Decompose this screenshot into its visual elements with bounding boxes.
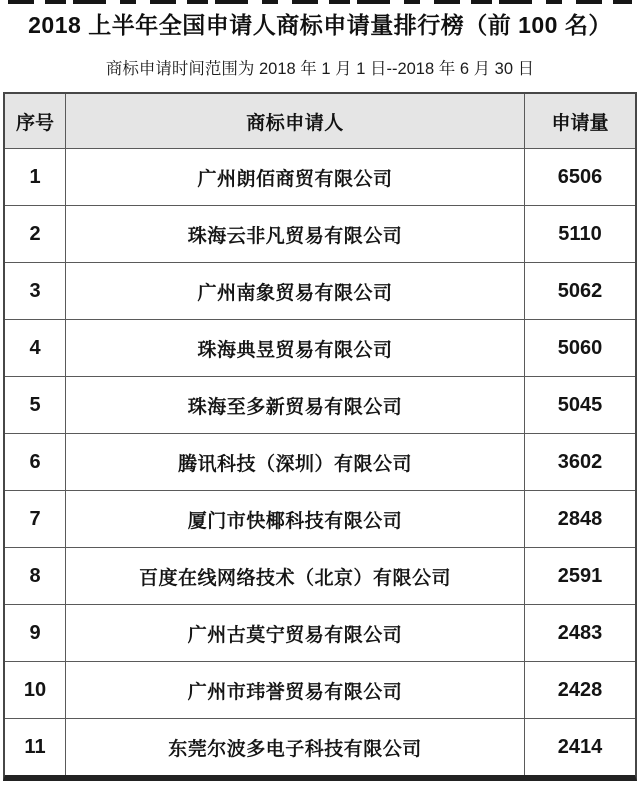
- rank-cell: 10: [5, 662, 66, 718]
- rank-cell: 5: [5, 377, 66, 433]
- table-row: [5, 547, 635, 604]
- rank-cell: 6: [5, 434, 66, 490]
- table-header-row: [5, 94, 635, 148]
- count-cell: 3602: [557, 450, 603, 473]
- table-row: [5, 376, 635, 433]
- rank-cell: 7: [5, 491, 66, 547]
- count-cell: 5110: [558, 222, 602, 245]
- count-cell: 2428: [557, 678, 603, 701]
- applicant-cell: 厦门市快椰科技有限公司: [66, 491, 525, 547]
- count-cell: 5060: [557, 336, 603, 359]
- table-row: [5, 319, 635, 376]
- applicant-cell: 广州朗佰商贸有限公司: [66, 149, 525, 205]
- applicant-cell: 百度在线网络技术（北京）有限公司: [66, 548, 525, 604]
- table-row: [5, 148, 635, 205]
- table-row: [5, 490, 635, 547]
- applicant-cell: 珠海云非凡贸易有限公司: [66, 206, 525, 262]
- rank-cell: 9: [5, 605, 66, 661]
- rank-cell: 1: [5, 149, 66, 205]
- count-cell: 2848: [557, 507, 603, 530]
- count-cell: 6506: [557, 165, 603, 188]
- table-row: [5, 433, 635, 490]
- count-cell: 5062: [557, 279, 603, 302]
- table-row: [5, 604, 635, 661]
- applicant-cell: 广州南象贸易有限公司: [66, 263, 525, 319]
- rank-cell: 11: [5, 719, 66, 775]
- header-rank: 序号: [5, 94, 66, 148]
- count-cell: 2591: [557, 564, 603, 587]
- table-row: [5, 718, 635, 775]
- applicant-cell: 广州古莫宁贸易有限公司: [66, 605, 525, 661]
- table-row: [5, 661, 635, 718]
- applicant-cell: 广州市玮誉贸易有限公司: [66, 662, 525, 718]
- page-title: 2018 上半年全国申请人商标申请量排行榜（前 100 名）: [28, 12, 612, 38]
- applicant-cell: 东莞尔波多电子科技有限公司: [66, 719, 525, 775]
- applicant-cell: 腾讯科技（深圳）有限公司: [66, 434, 525, 490]
- header-applicant: 商标申请人: [66, 94, 525, 148]
- rank-cell: 8: [5, 548, 66, 604]
- cropped-text-remnant: [8, 0, 632, 4]
- count-cell: 5045: [557, 393, 603, 416]
- rank-cell: 4: [5, 320, 66, 376]
- header-count: 申请量: [551, 112, 609, 134]
- ranking-table: [3, 92, 637, 781]
- applicant-cell: 珠海至多新贸易有限公司: [66, 377, 525, 433]
- page-subtitle: 商标申请时间范围为 2018 年 1 月 1 日--2018 年 6 月 30 日: [105, 60, 535, 78]
- count-cell: 2414: [557, 735, 603, 758]
- table-row: [5, 205, 635, 262]
- rank-cell: 2: [5, 206, 66, 262]
- rank-cell: 3: [5, 263, 66, 319]
- count-cell: 2483: [557, 621, 603, 644]
- table-row: [5, 262, 635, 319]
- applicant-cell: 珠海典昱贸易有限公司: [66, 320, 525, 376]
